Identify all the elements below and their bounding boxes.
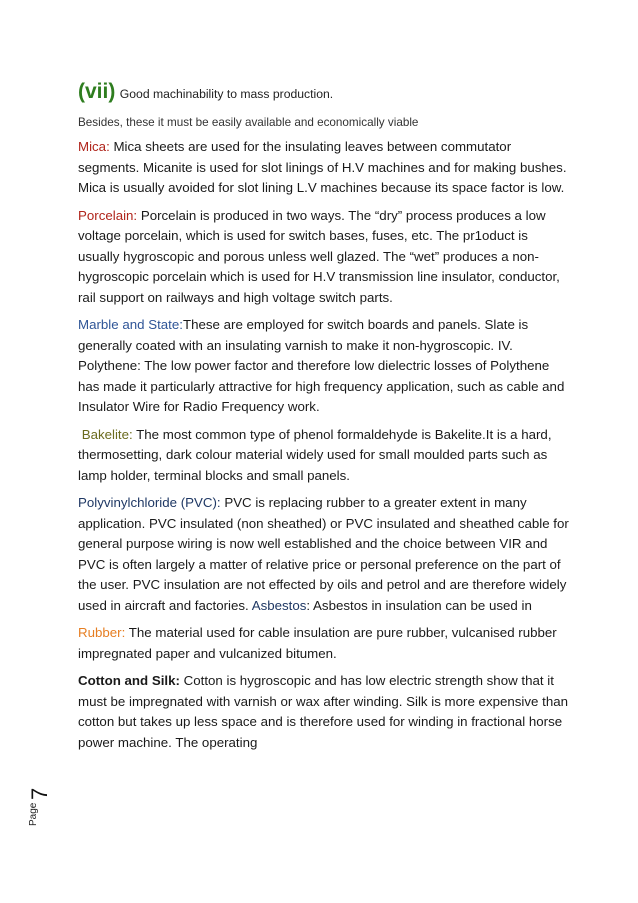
cotton-label: Cotton and Silk: xyxy=(78,673,180,688)
cotton-text: Cotton is hygroscopic and has low electric strength show that it must be impregnated with varnish or wax after winding. Silk is more expensive than cotton but takes up less space and is therefore used for winding in fractional horse power machine. The operating xyxy=(78,673,568,750)
mica-label: Mica: xyxy=(78,139,110,154)
page-word: Page xyxy=(28,802,39,826)
asbestos-label: Asbestos xyxy=(251,597,307,613)
heading-number: (vii) xyxy=(78,80,116,103)
porcelain-text: Porcelain is produced in two ways. The “dry” process produces a low voltage porcelain, which is used for switch bases, fuses, etc. The pr1oduct is usually hygroscopic and porous unless well glazed. The “wet” produces a non-hygroscopic porcelain which is used for H.V transmission line insulator, conductor, rail support on railways and high voltage switch parts. xyxy=(78,207,560,305)
document-body xyxy=(78,78,570,753)
marble-paragraph xyxy=(78,315,570,418)
rubber-text: The material used for cable insulation are pure rubber, vulcanised rubber impregnated paper and vulcanized bitumen. xyxy=(78,625,557,661)
mica-paragraph xyxy=(78,137,570,199)
marble-label: Marble and State: xyxy=(78,317,183,332)
rubber-paragraph xyxy=(78,623,570,664)
asbestos-text: : Asbestos in insulation can be used in xyxy=(306,597,532,613)
bakelite-label: Bakelite: xyxy=(78,426,133,442)
cotton-paragraph xyxy=(78,671,570,753)
besides-line: Besides, these it must be easily available and economically viable xyxy=(78,116,419,129)
porcelain-paragraph xyxy=(78,206,570,309)
mica-text: Mica sheets are used for the insulating leaves between commutator segments. Micanite is used for slot linings of H.V machines and for making bushes. Mica is usually avoided for slot lining L.V machines because its space factor is low. xyxy=(78,139,567,195)
porcelain-label: Porcelain: xyxy=(78,207,138,223)
marble-text: These are employed for switch boards and panels. Slate is generally coated with an insulating varnish to make it non-hygroscopic. IV. Polythene: The low power factor and therefore low dielectric losses of Polythene has made it particularly attractive for high frequency application, such as cable and Insulator Wire for Radio Frequency work. xyxy=(78,317,565,414)
section-heading xyxy=(78,78,570,108)
heading-text: Good machinability to mass production. xyxy=(119,87,334,101)
bakelite-paragraph xyxy=(78,425,570,487)
bakelite-text: The most common type of phenol formaldehyde is Bakelite.It is a hard, thermosetting, dark colour material widely used for small moulded parts such as lamp holder, terminal blocks and small panels. xyxy=(78,426,552,483)
page-number: 7 xyxy=(27,787,52,800)
rubber-label: Rubber: xyxy=(78,625,126,640)
pvc-paragraph xyxy=(78,493,570,616)
pvc-text: PVC is replacing rubber to a greater extent in many application. PVC insulated (non sheathed) or PVC insulated and sheathed cable for general purpose wiring is now well established and the choice between VIR and PVC is often largely a matter of relative price or personal preference on the part of the user. PVC insulation are not effected by oils and petrol and are therefore widely used in aircraft and factories. xyxy=(78,495,569,613)
pvc-label: Polyvinylchloride (PVC): xyxy=(78,495,221,510)
